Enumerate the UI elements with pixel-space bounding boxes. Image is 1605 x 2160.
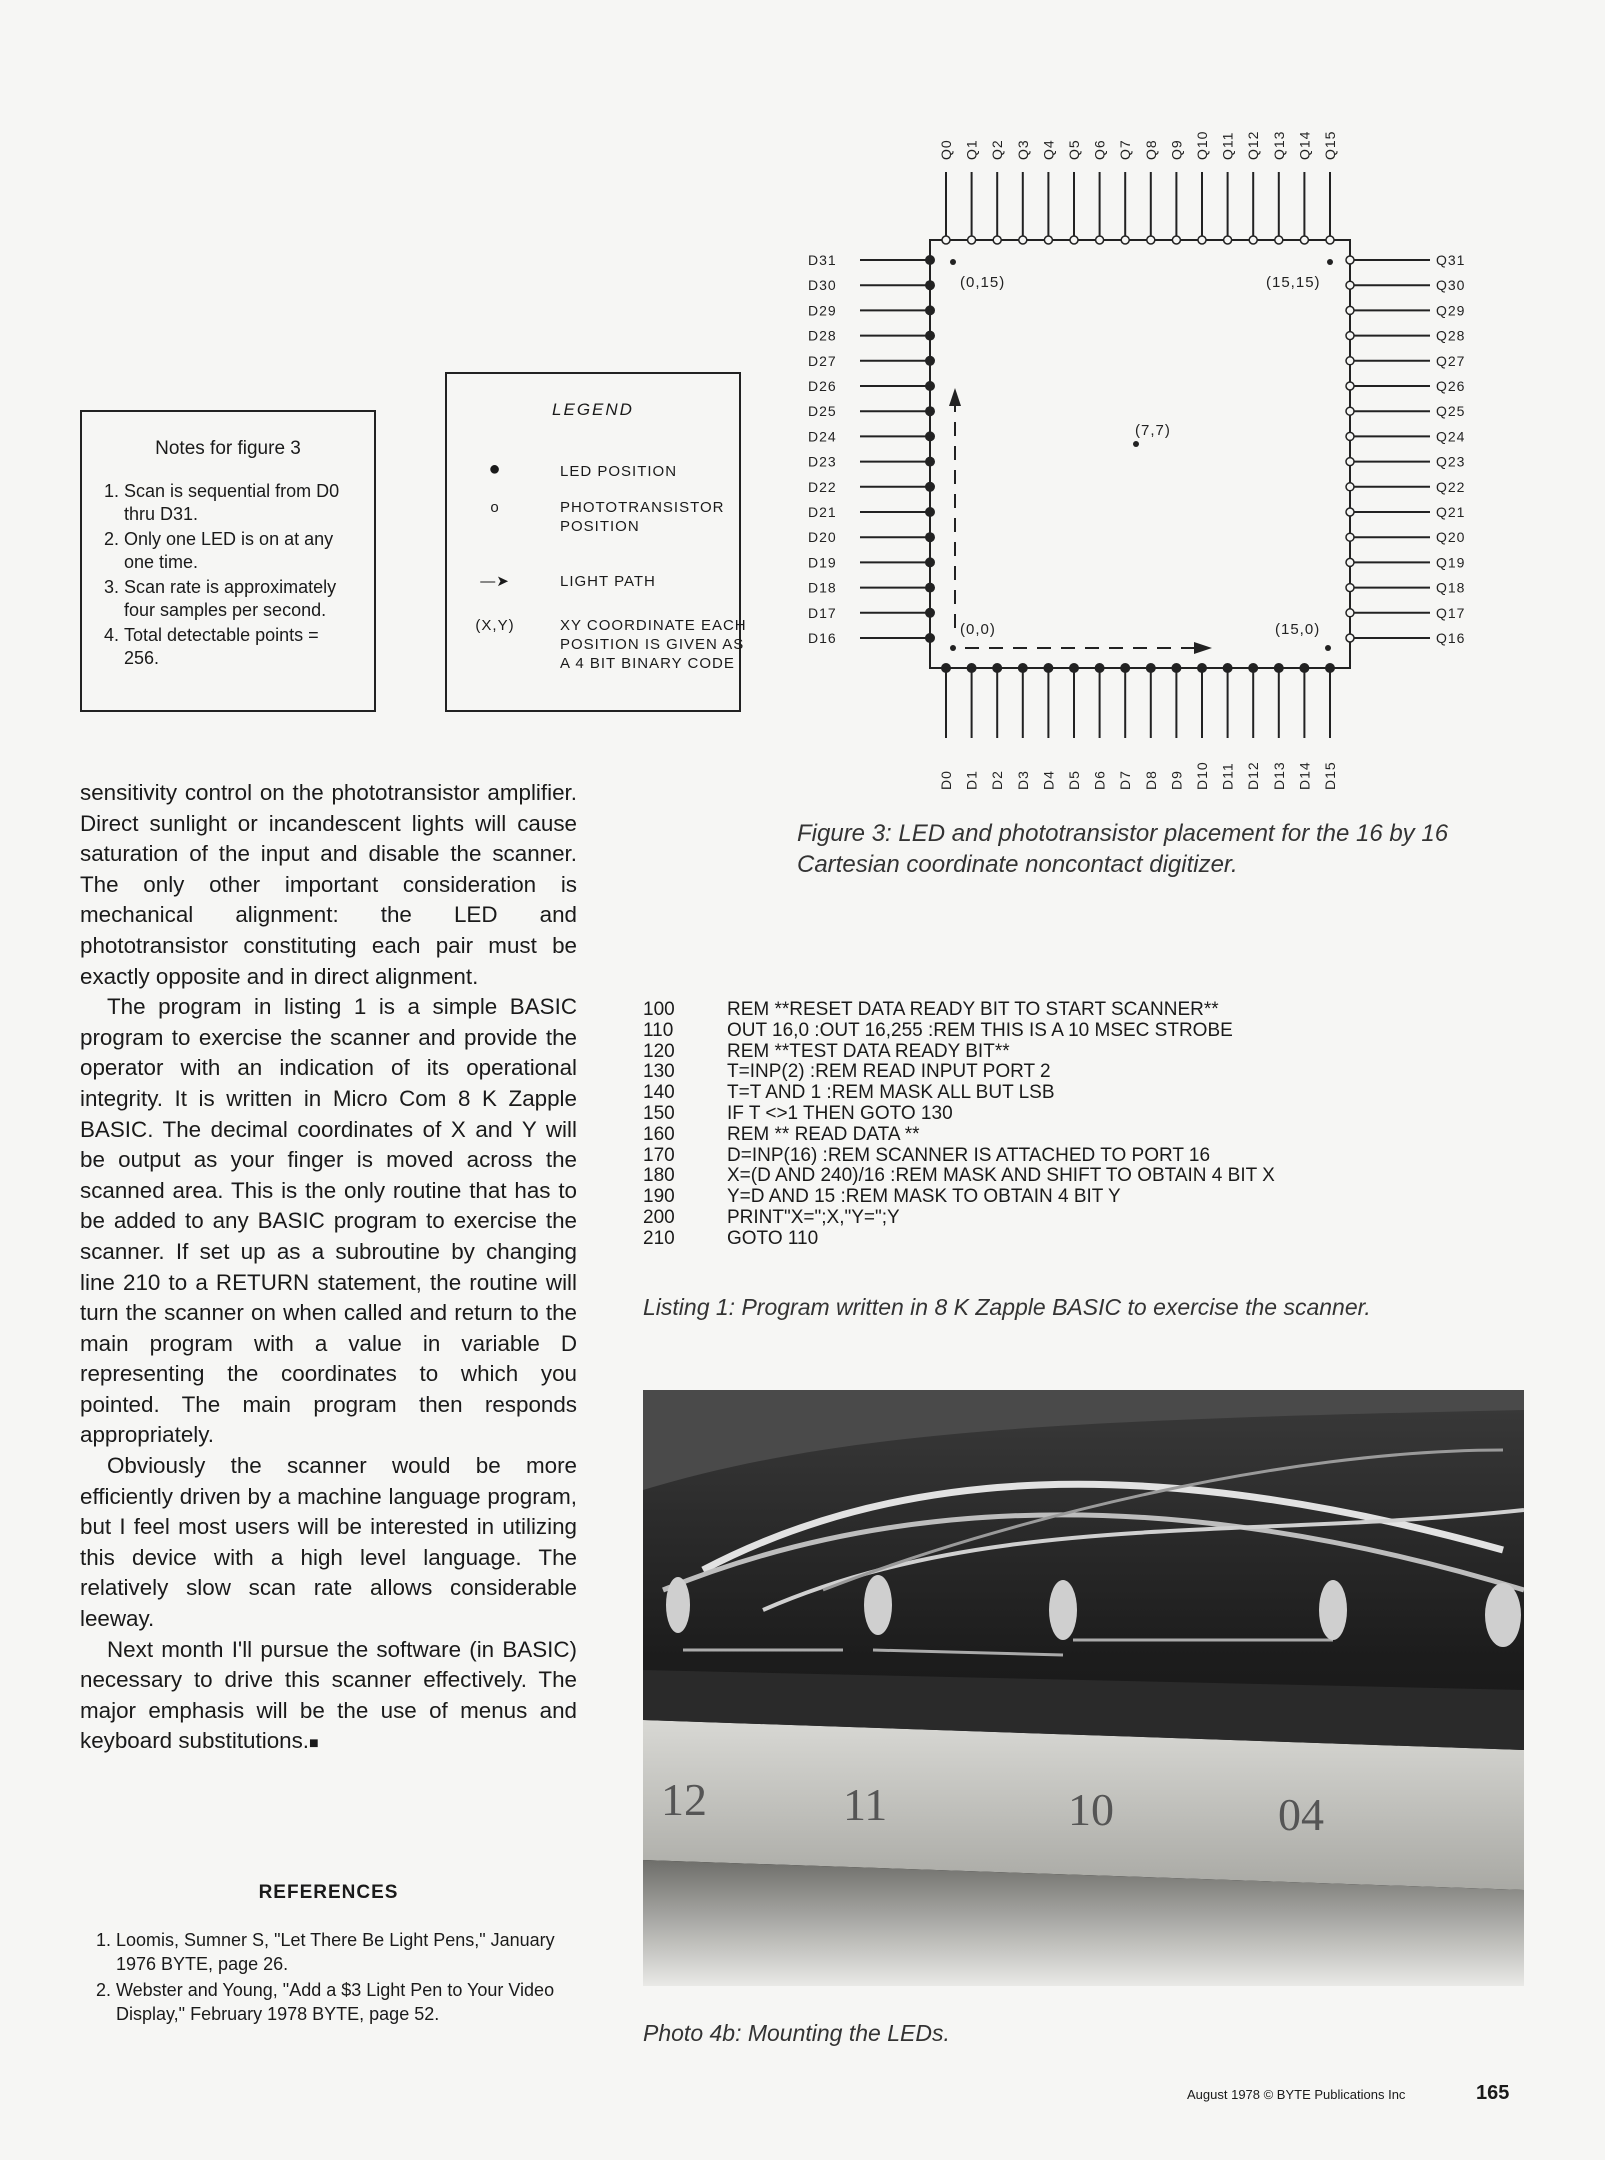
bottom-label: D6 — [1091, 770, 1108, 790]
coord-label: (0,0) — [960, 621, 996, 638]
top-label: Q6 — [1091, 139, 1108, 160]
line-code: D=INP(16) :REM SCANNER IS ATTACHED TO PORT 16 — [727, 1144, 1211, 1166]
paragraph-text: Next month I'll pursue the software (in BASIC) necessary to drive this scanner effectively. The major emphasis will be the use of menus and keyboard substitutions. — [80, 1636, 577, 1754]
photo-image — [643, 1390, 1524, 1986]
listing-line — [643, 1062, 1275, 1083]
led-marker — [925, 406, 935, 416]
line-code: IF T <>1 THEN GOTO 130 — [727, 1102, 953, 1124]
legend-box — [445, 372, 747, 712]
bottom-label: D12 — [1245, 761, 1262, 790]
right-label: Q16 — [1436, 630, 1466, 646]
line-number: 140 — [643, 1082, 675, 1104]
paragraph: The program in listing 1 is a simple BASIC program to exercise the scanner and provide the operator with an indication of its operational integrity. It is written in Micro Com 8 K Zapple BASIC. The decimal coordinates of X and Y will be output as your finger is moved across the scanned area. This is the only routine that has to be added to any BASIC program to exercise the scanner. If set up as a subroutine by changing line 210 to a RETURN statement, the routine will turn the scanner on when called and return to the main program with a value in variable D representing the coordinates to which you pointed. The main program then responds appropriately. — [80, 994, 577, 1448]
corner-dot — [950, 259, 956, 265]
line-number: 200 — [643, 1206, 675, 1228]
bottom-label: D11 — [1219, 762, 1236, 790]
led-marker — [925, 255, 935, 265]
right-label: Q26 — [1436, 378, 1466, 394]
phototransistor-circle-icon: o — [490, 499, 500, 516]
led-marker — [925, 482, 935, 492]
listing-line — [643, 1083, 1275, 1104]
phototransistor-marker — [1346, 407, 1354, 415]
notes-item: 1. Scan is sequential from D0 thru D31. — [124, 480, 358, 526]
phototransistor-marker — [1147, 236, 1155, 244]
led-marker — [1043, 663, 1053, 673]
line-number: 160 — [643, 1123, 675, 1145]
led-marker — [925, 532, 935, 542]
top-label: Q1 — [963, 139, 980, 160]
bottom-label: D10 — [1194, 761, 1210, 790]
corner-dot — [1327, 259, 1333, 265]
notes-list — [98, 480, 358, 670]
end-mark: ■ — [309, 1735, 319, 1753]
phototransistor-marker — [1346, 508, 1354, 516]
line-code: REM **TEST DATA READY BIT** — [727, 1040, 1010, 1062]
listing-line — [643, 1146, 1275, 1167]
board-mark: 04 — [1278, 1789, 1324, 1840]
listing-line — [643, 1166, 1275, 1187]
phototransistor-marker — [1346, 584, 1354, 592]
listing-line — [643, 1187, 1275, 1208]
led-marker — [925, 356, 935, 366]
line-code: REM ** READ DATA ** — [727, 1123, 920, 1145]
led-marker — [925, 381, 935, 391]
led-marker — [1299, 663, 1309, 673]
line-code: OUT 16,0 :OUT 16,255 :REM THIS IS A 10 MSEC STROBE — [727, 1019, 1233, 1041]
listing-line — [643, 1229, 1275, 1250]
phototransistor-marker — [1346, 432, 1354, 440]
coord-label: (15,0) — [1275, 621, 1321, 638]
right-label: Q21 — [1436, 504, 1466, 520]
legend-text: PHOTOTRANSISTOR POSITION — [560, 499, 725, 535]
line-number: 190 — [643, 1186, 675, 1208]
listing-line — [643, 1042, 1275, 1063]
listing-line — [643, 1000, 1275, 1021]
top-label: Q8 — [1142, 139, 1159, 160]
led-marker — [1095, 663, 1105, 673]
phototransistor-marker — [1346, 533, 1354, 541]
right-label: Q31 — [1436, 252, 1466, 268]
top-label: Q7 — [1117, 139, 1134, 160]
led-marker — [1120, 663, 1130, 673]
phototransistor-marker — [1121, 236, 1129, 244]
right-label: Q24 — [1436, 428, 1466, 445]
left-label: D26 — [808, 378, 837, 394]
right-label: Q29 — [1436, 302, 1466, 319]
phototransistor-marker — [1346, 306, 1354, 314]
listing-caption: Listing 1: Program written in 8 K Zapple BASIC to exercise the scanner. — [643, 1294, 1371, 1320]
bottom-label: D2 — [989, 770, 1006, 790]
line-code: Y=D AND 15 :REM MASK TO OBTAIN 4 BIT Y — [727, 1186, 1121, 1208]
left-label: D28 — [808, 327, 837, 344]
phototransistor-marker — [1346, 634, 1354, 642]
phototransistor-marker — [1096, 236, 1104, 244]
phototransistor-marker — [1346, 558, 1354, 566]
legend-symbol: (X,Y) — [475, 617, 515, 634]
led-marker — [925, 431, 935, 441]
paragraph: sensitivity control on the phototransistor amplifier. Direct sunlight or incandescent lights will cause saturation of the input and disable the scanner. The only other important consideration is mechanical alignment: the LED and phototransistor constituting each pair must be exactly opposite and in direct alignment. — [80, 780, 577, 989]
line-number: 180 — [643, 1165, 675, 1187]
line-code: T=INP(2) :REM READ INPUT PORT 2 — [727, 1061, 1051, 1083]
notes-item: 2. Only one LED is on at any one time. — [124, 528, 358, 574]
legend-text: LED POSITION — [560, 463, 678, 480]
bottom-label: D7 — [1117, 770, 1134, 790]
left-label: D25 — [808, 403, 837, 420]
left-label: D22 — [808, 478, 837, 495]
right-label: Q23 — [1436, 453, 1466, 470]
legend-text: XY COORDINATE EACH POSITION IS GIVEN AS A 4 BIT BINARY CODE — [560, 617, 747, 672]
arrow-icon — [949, 388, 961, 406]
footer-credit: August 1978 © BYTE Publications Inc — [1187, 2087, 1406, 2102]
left-label: D19 — [808, 554, 837, 571]
left-label: D24 — [808, 428, 837, 445]
bottom-label: D9 — [1168, 770, 1185, 790]
arrow-icon: —➤ — [480, 573, 510, 590]
top-label: Q5 — [1066, 139, 1082, 160]
bottom-label: D1 — [963, 770, 980, 790]
arrow-icon — [1194, 642, 1212, 654]
line-code: PRINT"X=";X,"Y=";Y — [727, 1206, 900, 1228]
phototransistor-marker — [1172, 236, 1180, 244]
led-marker — [1274, 663, 1284, 673]
line-code: GOTO 110 — [727, 1227, 819, 1249]
listing-line — [643, 1125, 1275, 1146]
led-marker — [925, 583, 935, 593]
phototransistor-marker — [1275, 236, 1283, 244]
coord-label: (15,15) — [1266, 274, 1321, 291]
bottom-label: D13 — [1270, 761, 1287, 790]
phototransistor-marker — [1070, 236, 1078, 244]
bottom-label: D15 — [1322, 761, 1338, 790]
phototransistor-marker — [968, 236, 976, 244]
line-code: X=(D AND 240)/16 :REM MASK AND SHIFT TO OBTAIN 4 BIT X — [727, 1165, 1275, 1187]
reference-item: 2. Webster and Young, "Add a $3 Light Pen to Your Video Display," February 1978 BYTE, page 52. — [116, 1978, 580, 2026]
phototransistor-marker — [1326, 236, 1334, 244]
right-label: Q27 — [1436, 352, 1466, 369]
left-label: D29 — [808, 302, 837, 319]
top-label: Q0 — [938, 139, 954, 160]
center-dot — [1133, 441, 1139, 447]
corner-dot — [1325, 645, 1331, 651]
led-marker — [1248, 663, 1258, 673]
led-marker — [925, 280, 935, 290]
phototransistor-marker — [1346, 357, 1354, 365]
led-marker — [992, 663, 1002, 673]
paragraph: Obviously the scanner would be more efficiently driven by a machine language program, but I feel most users will be interested in utilizing this device with a high level language. The relatively slow scan rate allows considerable leeway. — [80, 1453, 577, 1632]
chip-outline — [930, 240, 1350, 668]
top-label: Q14 — [1296, 130, 1313, 160]
phototransistor-marker — [1346, 609, 1354, 617]
top-label: Q13 — [1270, 130, 1287, 160]
phototransistor-marker — [1224, 236, 1232, 244]
led-marker — [1325, 663, 1335, 673]
phototransistor-marker — [942, 236, 950, 244]
right-label: Q28 — [1436, 327, 1466, 344]
line-number: 110 — [643, 1019, 674, 1041]
left-label: D18 — [808, 579, 837, 596]
phototransistor-marker — [1044, 236, 1052, 244]
left-label: D20 — [808, 529, 837, 546]
top-label: Q3 — [1014, 139, 1031, 160]
code-listing — [643, 1000, 1275, 1250]
left-label: D30 — [808, 277, 837, 294]
led-marker — [1146, 663, 1156, 673]
phototransistor-marker — [1249, 236, 1257, 244]
references-heading: REFERENCES — [258, 1882, 399, 1903]
legend-text: LIGHT PATH — [560, 573, 656, 590]
left-label: D17 — [808, 604, 837, 621]
led-marker — [967, 663, 977, 673]
led-dot-icon: ● — [488, 458, 502, 480]
right-label: Q17 — [1436, 604, 1466, 621]
led-marker — [1018, 663, 1028, 673]
line-code: T=T AND 1 :REM MASK ALL BUT LSB — [727, 1082, 1055, 1104]
photo — [643, 1390, 1524, 1986]
line-number: 150 — [643, 1102, 675, 1124]
right-label: Q20 — [1436, 529, 1466, 546]
board-mark: 12 — [661, 1774, 707, 1825]
coord-label: (7,7) — [1135, 422, 1171, 439]
led-marker — [1223, 663, 1233, 673]
line-number: 170 — [643, 1144, 675, 1166]
listing-line — [643, 1104, 1275, 1125]
notes-title: Notes for figure 3 — [155, 438, 301, 459]
phototransistor-marker — [1300, 236, 1308, 244]
led-marker — [925, 608, 935, 618]
led-marker — [925, 557, 935, 567]
page-number: 165 — [1476, 2082, 1510, 2104]
line-number: 210 — [643, 1227, 675, 1249]
left-label: D31 — [808, 252, 837, 268]
scanner-diagram — [760, 100, 1540, 800]
bottom-label: D14 — [1296, 761, 1313, 790]
left-label: D23 — [808, 453, 837, 470]
led-marker — [925, 457, 935, 467]
board-mark: 11 — [843, 1779, 888, 1830]
coord-label: (0,15) — [960, 274, 1006, 291]
listing-line — [643, 1208, 1275, 1229]
led-marker — [925, 507, 935, 517]
top-label: Q2 — [989, 139, 1006, 160]
led-marker — [1171, 663, 1181, 673]
phototransistor-marker — [1346, 382, 1354, 390]
right-label: Q25 — [1436, 403, 1466, 420]
line-number: 120 — [643, 1040, 675, 1062]
phototransistor-marker — [1346, 483, 1354, 491]
notes-item: 3. Scan rate is approximately four samples per second. — [124, 576, 358, 622]
references-list — [80, 1928, 580, 2028]
board-mark: 10 — [1068, 1784, 1114, 1835]
notes-box — [80, 410, 376, 712]
notes-item: 4. Total detectable points = 256. — [124, 624, 358, 670]
article-body — [80, 778, 577, 1760]
left-label: D21 — [808, 504, 837, 520]
top-label: Q9 — [1168, 139, 1185, 160]
led-marker — [925, 633, 935, 643]
top-label: Q12 — [1245, 130, 1262, 160]
top-label: Q11 — [1219, 131, 1236, 160]
right-label: Q19 — [1436, 554, 1466, 571]
led-marker — [925, 331, 935, 341]
led-marker — [925, 305, 935, 315]
bottom-label: D0 — [938, 770, 954, 790]
bottom-label: D4 — [1040, 770, 1057, 790]
phototransistor-marker — [1346, 281, 1354, 289]
phototransistor-marker — [1346, 332, 1354, 340]
top-label: Q15 — [1322, 130, 1338, 160]
left-label: D27 — [808, 352, 837, 369]
bottom-label: D5 — [1066, 770, 1082, 790]
right-label: Q22 — [1436, 478, 1466, 495]
top-label: Q10 — [1194, 130, 1210, 160]
paragraph — [80, 1635, 577, 1760]
left-label: D16 — [808, 630, 837, 646]
line-code: REM **RESET DATA READY BIT TO START SCANNER** — [727, 999, 1219, 1020]
photo-caption: Photo 4b: Mounting the LEDs. — [643, 2020, 950, 2046]
phototransistor-marker — [1019, 236, 1027, 244]
right-label: Q18 — [1436, 579, 1466, 596]
corner-dot — [950, 645, 956, 651]
phototransistor-marker — [993, 236, 1001, 244]
phototransistor-marker — [1346, 458, 1354, 466]
line-number: 130 — [643, 1061, 675, 1083]
phototransistor-marker — [1346, 256, 1354, 264]
led-marker — [1069, 663, 1079, 673]
bottom-label: D3 — [1014, 770, 1031, 790]
led-marker — [1197, 663, 1207, 673]
top-label: Q4 — [1040, 139, 1057, 160]
legend-title: LEGEND — [552, 400, 634, 419]
bottom-label: D8 — [1142, 770, 1159, 790]
right-label: Q30 — [1436, 277, 1466, 294]
phototransistor-marker — [1198, 236, 1206, 244]
line-number: 100 — [643, 999, 675, 1020]
led-marker — [941, 663, 951, 673]
reference-item: 1. Loomis, Sumner S, "Let There Be Light Pens," January 1976 BYTE, page 26. — [116, 1928, 580, 1976]
listing-line — [643, 1021, 1275, 1042]
figure-caption: Figure 3: LED and phototransistor placement for the 16 by 16 Cartesian coordinate noncontact digitizer. — [797, 820, 1449, 878]
